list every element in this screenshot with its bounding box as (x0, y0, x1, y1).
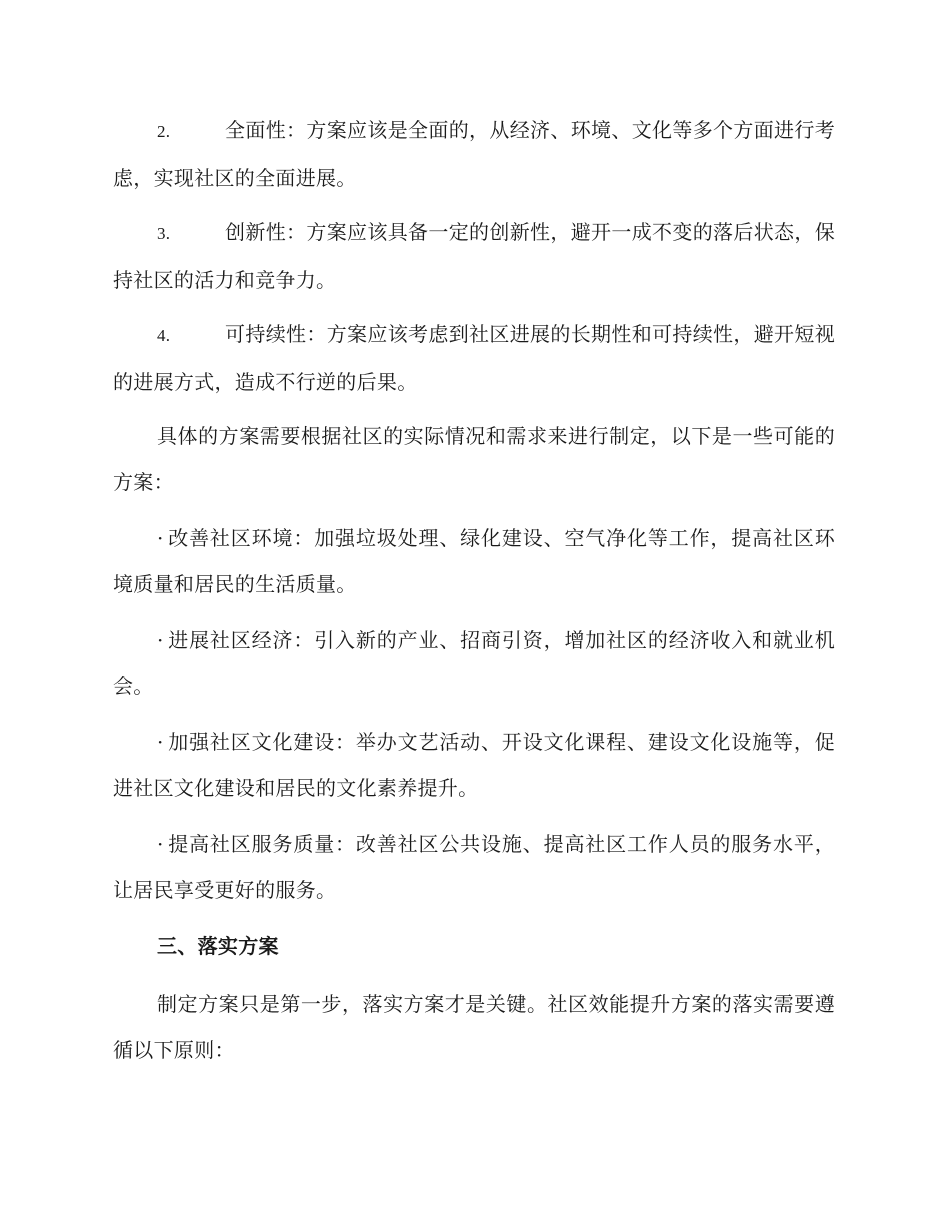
item-text: 创新性：方案应该具备一定的创新性，避开一成不变的落后状态，保持社区的活力和竞争力。 (113, 220, 835, 292)
intro-paragraph: 具体的方案需要根据社区的实际情况和需求来进行制定，以下是一些可能的方案： (113, 424, 835, 494)
bullet-text: 加强社区文化建设：举办文艺活动、开设文化课程、建设文化设施等，促进社区文化建设和居民的文化素养提升。 (113, 730, 835, 800)
bullet-dot: · (157, 526, 164, 550)
bullet-text: 提高社区服务质量：改善社区公共设施、提高社区工作人员的服务水平，让居民享受更好的服务。 (113, 832, 835, 902)
bullet-text: 改善社区环境：加强垃圾处理、绿化建设、空气净化等工作，提高社区环境质量和居民的生活质量。 (113, 526, 835, 596)
numbered-item (113, 311, 835, 405)
bullet-item (113, 821, 835, 913)
bullet-item (113, 617, 835, 709)
bullet-dot: · (157, 730, 164, 754)
bullet-dot: · (157, 628, 164, 652)
item-text: 全面性：方案应该是全面的，从经济、环境、文化等多个方面进行考虑，实现社区的全面进展。 (113, 118, 835, 190)
bullet-item (113, 719, 835, 811)
closing-paragraph: 制定方案只是第一步，落实方案才是关键。社区效能提升方案的落实需要遵循以下原则： (113, 992, 835, 1062)
numbered-item (113, 209, 835, 303)
item-number: 2. (157, 122, 171, 141)
item-text: 可持续性：方案应该考虑到社区进展的长期性和可持续性，避开短视的进展方式，造成不行逆的后果。 (113, 322, 835, 394)
numbered-item (113, 107, 835, 201)
bullet-dot: · (157, 832, 164, 856)
item-number: 3. (157, 224, 171, 243)
bullet-text: 进展社区经济：引入新的产业、招商引资，增加社区的经济收入和就业机会。 (113, 628, 835, 698)
item-number: 4. (157, 326, 171, 345)
section-heading: 三、落实方案 (157, 934, 279, 958)
bullet-item (113, 515, 835, 607)
